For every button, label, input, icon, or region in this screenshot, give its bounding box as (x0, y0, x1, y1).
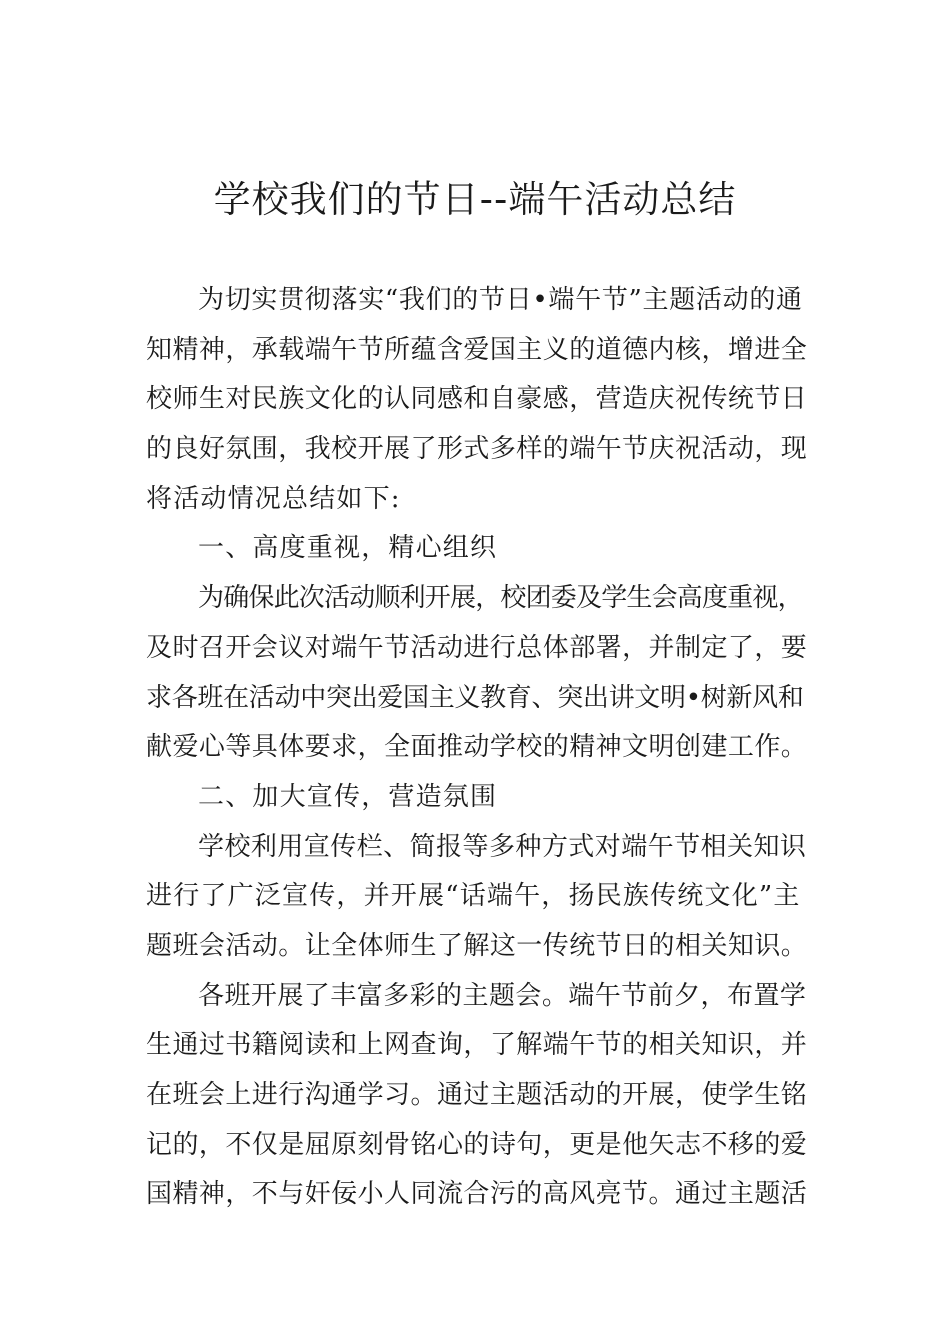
paragraph-first-line: 一、高度重视，精心组织 (198, 533, 498, 564)
paragraph-line: 求各班在活动中突出爱国主义教育、突出讲文明•树新风和 (146, 682, 804, 713)
paragraph-line: 的良好氛围，我校开展了形式多样的端午节庆祝活动，现 (146, 434, 808, 465)
paragraph-first-line: 学校利用宣传栏、简报等多种方式对端午节相关知识 (198, 831, 807, 862)
paragraph-line: 将活动情况总结如下: (146, 483, 401, 514)
paragraph-line: 在班会上进行沟通学习。通过主题活动的开展，使学生铭 (146, 1080, 808, 1110)
paragraph-first-line: 各班开展了丰富多彩的主题会。端午节前夕，布置学 (198, 980, 807, 1011)
paragraph-line: 题班会活动。让全体师生了解这一传统节日的相关知识。 (146, 930, 808, 961)
paragraph-line: 国精神，不与奸佞小人同流合污的高风亮节。通过主题活 (146, 1179, 808, 1210)
paragraph-first-line: 为确保此次活动顺利开展，校团委及学生会高度重视， (198, 583, 803, 614)
paragraph-line: 生通过书籍阅读和上网查询，了解端午节的相关知识，并 (146, 1030, 808, 1061)
document-title: 学校我们的节日--端午活动总结 (213, 178, 737, 221)
paragraph-first-line: 为切实贯彻落实“我们的节日•端午节”主题活动的通 (198, 285, 803, 315)
paragraph-line: 知精神，承载端午节所蕴含爱国主义的道德内核，增进全 (146, 334, 808, 365)
paragraph-line: 献爱心等具体要求，全面推动学校的精神文明创建工作。 (146, 732, 808, 763)
paragraph-line: 校师生对民族文化的认同感和自豪感，营造庆祝传统节日 (146, 384, 808, 415)
paragraph-line: 及时召开会议对端午节活动进行总体部署，并制定了，要 (146, 632, 808, 663)
document-body (146, 276, 808, 1220)
paragraph-line: 进行了广泛宣传，并开展“话端午，扬民族传统文化”主 (146, 881, 801, 912)
paragraph-line: 记的，不仅是屈原刻骨铭心的诗句，更是他矢志不移的爱 (146, 1129, 808, 1160)
paragraph-first-line: 二、加大宣传，营造氛围 (198, 781, 498, 812)
